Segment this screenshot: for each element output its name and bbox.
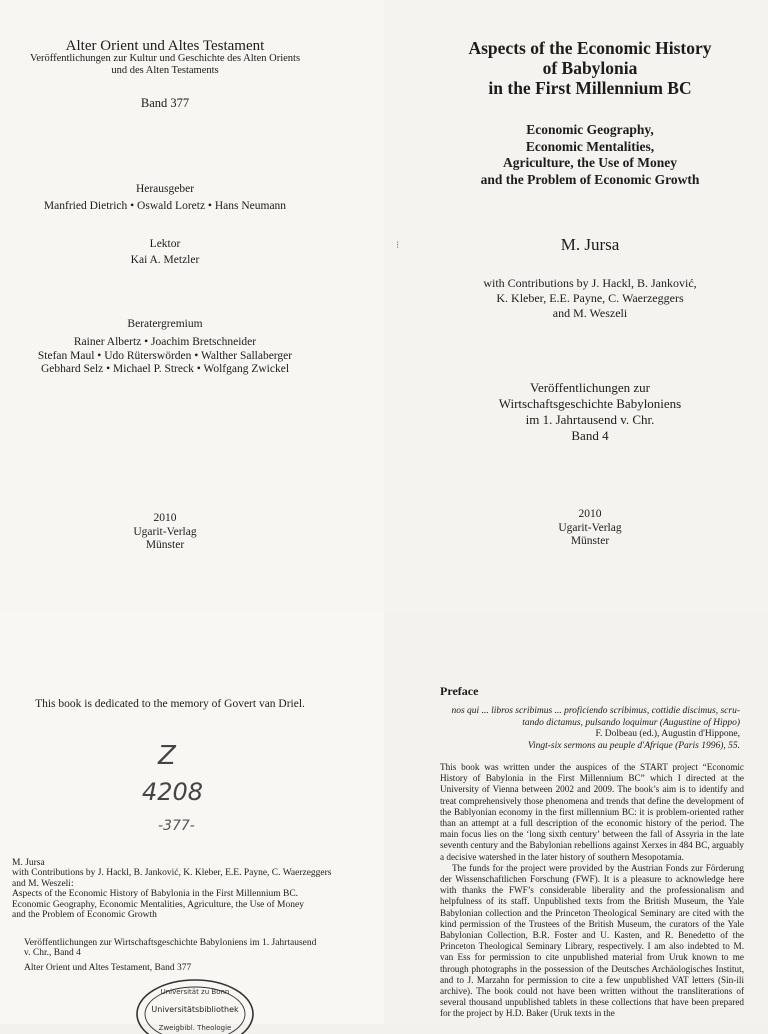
preface-paragraph: The funds for the project were provided by the Austrian Fonds zur Förderung der Wissenschaftlichen Forschung (FWF). It is a pleasure to acknowledge here with thanks the FWF’s considerable liberality and the professionalism and helpfulness of its staff. Unpublished texts from the British Museum, the Yale Babylonian collection and the Princeton Theological Seminary are cited with the kind permission of the Trustees of the British Museum, the curators of the Yale Babylonian Collection, B.R. Foster and U. Kasten, and R. Benedetto of the Princeton Theological Seminary Library, respectively. I am also indebted to M. van Ess for permission to cite unpublished material from Uruk known to me through photographs in the possession of the Deutsches Archäologisches Institut, and to J. Marzahn for permission to cite a few unpublished VAT letters (Sin-ili archive). The book could not have been written without the transliterations of several thousand unpublished tablets in these collections that have been prepared for the project by H.D. Baker (Uruk texts in the xyxy=(440,862,744,1019)
publisher-block xyxy=(384,508,768,549)
half-title-page xyxy=(0,0,384,612)
contributors-line: and M. Weszeli xyxy=(552,306,628,320)
library-stamp xyxy=(134,974,256,1034)
author-name: M. Jursa xyxy=(560,235,620,254)
publication-year: 2010 xyxy=(153,512,177,524)
series-info-line: Wirtschaftsgeschichte Babyloniens xyxy=(498,396,682,411)
herausgeber-names: Manfried Dietrich • Oswald Loretz • Hans Neumann xyxy=(43,200,287,212)
band-number: Band 377 xyxy=(140,96,190,110)
scan-speck: ⁝ xyxy=(396,240,400,251)
preface-paragraph: This book was written under the auspices of the START project “Economic History of Babylonia in the First Millennium BC” which I directed at the University of Vienna between 2002 and 2009. The book’s aim is to identify and treat comprehensively those phenomena and trends that define the development of the Bablyonian economy in the first millennium BC: it is problem-oriented rather than an attempt at a full description of the economic history of the period. The main focus lies on the ‘long sixth century’ between the fall of Assyria in the late seventh century and the Babylonian rebellions against Xerxes in 484 BC, arguably a decisive watershed in the later history of southern Mesopotamia. xyxy=(440,762,744,862)
dedication-page xyxy=(0,612,384,1032)
publisher-block xyxy=(0,512,330,553)
stamp-line: Universitätsbibliothek xyxy=(151,1005,239,1014)
publisher-city: Münster xyxy=(145,539,185,551)
berater-line: Gebhard Selz • Michael P. Streck • Wolfgang Zwickel xyxy=(40,363,290,375)
handwriting-line: 4208 xyxy=(142,778,204,806)
title-page xyxy=(384,0,768,612)
cip-line: M. Jursa xyxy=(12,858,45,868)
epigraph xyxy=(440,706,740,752)
book-title-line: of Babylonia xyxy=(542,58,638,78)
stamp-line: Zweigbibl. Theologie xyxy=(158,1024,232,1032)
berater-line: Rainer Albertz • Joachim Bretschneider xyxy=(73,336,257,348)
book-subtitle-line: and the Problem of Economic Growth xyxy=(480,171,700,187)
epigraph-source: Vingt-six sermons au peuple d'Afrique (Paris 1996), 55. xyxy=(527,740,740,751)
cip-record xyxy=(12,858,352,920)
dedication: This book is dedicated to the memory of Govert van Driel. xyxy=(35,698,305,710)
handwritten-shelfmark xyxy=(136,736,246,836)
cip-line: with Contributions by J. Hackl, B. Janković, K. Kleber, E.E. Payne, C. Waerzeggers xyxy=(12,868,332,879)
contributors-line: K. Kleber, E.E. Payne, C. Waerzeggers xyxy=(496,291,684,305)
cip-line: Economic Geography, Economic Mentalities, Agriculture, the Use of Money xyxy=(12,899,304,910)
publisher-name: Ugarit-Verlag xyxy=(133,525,197,538)
lektor-heading: Lektor xyxy=(149,238,181,250)
book-subtitle-line: Economic Geography, xyxy=(526,122,654,137)
preface-heading: Preface xyxy=(440,684,479,698)
cip-series xyxy=(24,938,364,959)
cip-series-2: Alter Orient und Altes Testament, Band 377 xyxy=(24,963,192,973)
series-subtitle xyxy=(0,53,330,77)
lektor-name: Kai A. Metzler xyxy=(130,254,200,266)
series-info-line: im 1. Jahrtausend v. Chr. xyxy=(525,412,655,427)
book-subtitle xyxy=(384,122,768,188)
handwriting-line: -377- xyxy=(158,818,195,834)
book-title-line: Aspects of the Economic History xyxy=(468,38,712,58)
series-info xyxy=(384,380,768,444)
cip-line: Aspects of the Economic History of Babylonia in the First Millennium BC. xyxy=(12,889,299,900)
epigraph-source: F. Dolbeau (ed.), Augustin d'Hippone, xyxy=(595,729,740,740)
series-info-line: Band 4 xyxy=(571,428,609,443)
cip-line: and M. Weszeli: xyxy=(12,878,74,889)
cip-line: Veröffentlichungen zur Wirtschaftsgeschichte Babyloniens im 1. Jahrtausend xyxy=(24,938,317,948)
series-subtitle-line: und des Alten Testaments xyxy=(111,65,219,76)
publication-year: 2010 xyxy=(578,508,602,520)
handwriting-line: Z xyxy=(158,741,176,771)
series-subtitle-line: Veröffentlichungen zur Kultur und Geschichte des Alten Orients xyxy=(29,53,301,64)
beratergremium-heading: Beratergremium xyxy=(127,318,203,330)
publisher-name: Ugarit-Verlag xyxy=(558,521,622,534)
book-subtitle-line: Economic Mentalities, xyxy=(525,138,655,154)
stamp-line: Universität zu Bonn xyxy=(160,988,230,996)
epigraph-line: nos qui ... libros scribimus ... proficiendo scribimus, cottidie discimus, scru- xyxy=(451,706,740,716)
cip-line: v. Chr., Band 4 xyxy=(24,948,81,959)
epigraph-line: tando dictamus, pulsando loquimur (Augustine of Hippo) xyxy=(522,717,740,728)
preface-page xyxy=(384,612,768,1024)
contributors xyxy=(384,276,768,321)
herausgeber-heading: Herausgeber xyxy=(135,183,195,195)
cip-line: and the Problem of Economic Growth xyxy=(12,910,157,921)
beratergremium-names xyxy=(0,336,330,377)
publisher-city: Münster xyxy=(570,535,610,547)
series-info-line: Veröffentlichungen zur xyxy=(530,380,650,395)
berater-line: Stefan Maul • Udo Rüterswörden • Walther Sallaberger xyxy=(37,349,293,362)
book-title xyxy=(384,38,768,98)
contributors-line: with Contributions by J. Hackl, B. Janković, xyxy=(483,276,697,290)
book-subtitle-line: Agriculture, the Use of Money xyxy=(502,155,678,170)
book-title-line: in the First Millennium BC xyxy=(488,78,692,98)
preface-body xyxy=(440,762,744,1020)
series-title: Alter Orient und Altes Testament xyxy=(65,38,265,54)
